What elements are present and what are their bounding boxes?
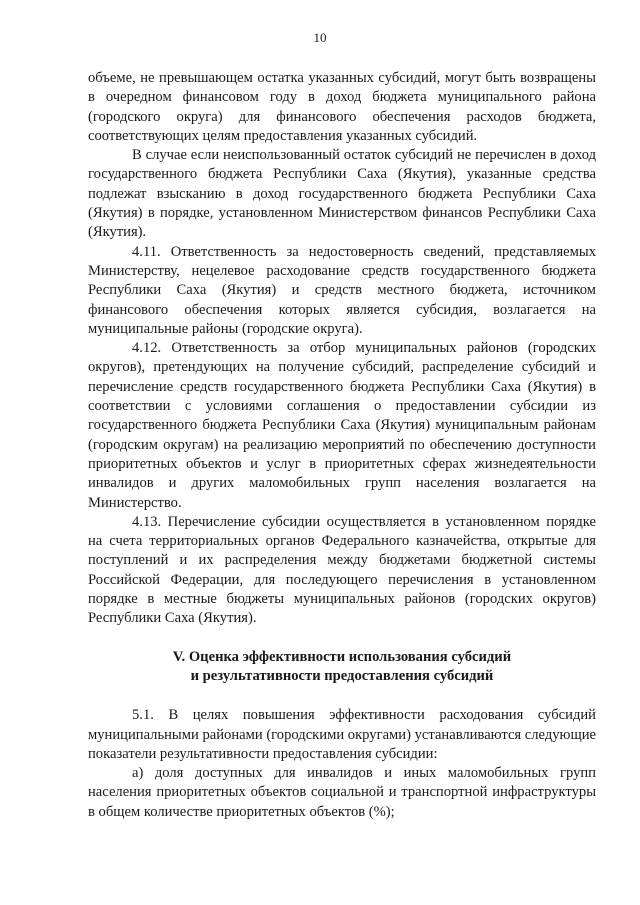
- paragraph-unused-balance: В случае если неиспользованный остаток субсидий не перечислен в доход государственного бюджета Республики Саха (Якутия), указанные средства подлежат взысканию в доход государственного бюджета Республики Саха (Якутия) в порядке, установленном Министерством финансов Республики Саха (Якутия).: [88, 147, 596, 241]
- paragraph-continuation: объеме, не превышающем остатка указанных субсидий, могут быть возвращены в очередном финансовом году в доход бюджета муниципального района (городского округа) для финансового обеспечения расходов бюджета, соответствующих целям предоставления указанных субсидий.: [88, 70, 596, 144]
- section-heading-line-1: V. Оценка эффективности использования субсидий: [172, 648, 512, 665]
- section-heading-line-2: и результативности предоставления субсидий: [190, 667, 494, 684]
- paragraph-5-1-a: а) доля доступных для инвалидов и иных маломобильных групп населения приоритетных объектов социальной и транспортной инфраструктуры в общем количестве приоритетных объектов (%);: [88, 765, 596, 820]
- section-heading: [88, 648, 596, 687]
- document-body: [88, 69, 596, 822]
- page-number: 10: [313, 30, 327, 45]
- paragraph-5-1: 5.1. В целях повышения эффективности расходования субсидий муниципальными районами (городскими округами) устанавливаются следующие показатели результативности предоставления субсидии:: [88, 707, 596, 762]
- paragraph-4-11: 4.11. Ответственность за недостоверность сведений, представляемых Министерству, нецелевое расходование средств государственного бюджета Республики Саха (Якутия) и средств местного бюджета, источником финансового обеспечения которых является субсидия, возлагается на муниципальные районы (городские округа).: [88, 243, 596, 337]
- paragraph-4-12: 4.12. Ответственность за отбор муниципальных районов (городских округов), претендующих на получение субсидий, распределение субсидий и перечисление средств государственного бюджета Республики Саха (Якутия) в соответствии с условиями соглашения о предоставлении субсидии из государственного бюджета Республики Саха (Якутия) муниципальным районам (городским округам) на реализацию мероприятий по обеспечению доступности приоритетных объектов и услуг в приоритетных сферах жизнедеятельности инвалидов и других маломобильных групп населения возлагается на Министерство.: [88, 340, 596, 511]
- paragraph-4-13: 4.13. Перечисление субсидии осуществляется в установленном порядке на счета территориальных органов Федерального казначейства, открытые для поступлений и их распределения между бюджетами бюджетной системы Российской Федерации, для последующего перечисления в установленном порядке в местные бюджеты муниципальных районов (городских округов) Республики Саха (Якутия).: [88, 513, 596, 627]
